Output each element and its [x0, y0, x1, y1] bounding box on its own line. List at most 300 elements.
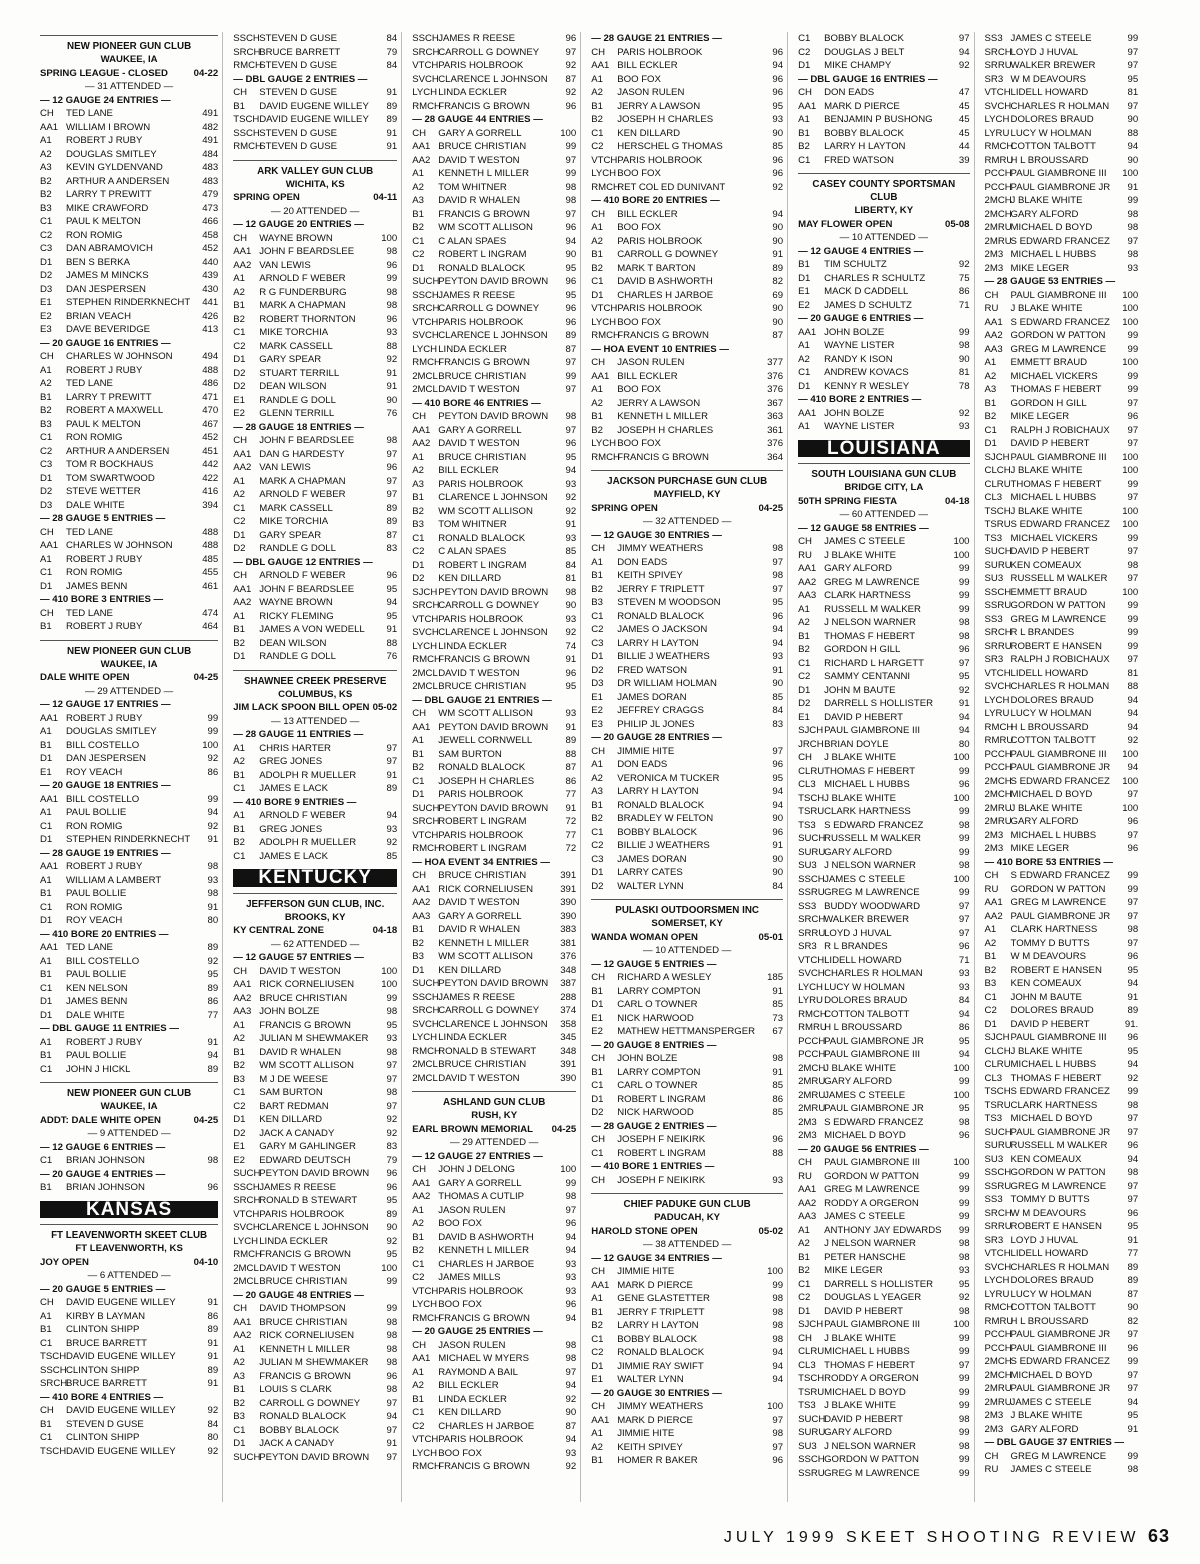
- result-row: [985, 923, 1139, 937]
- club-location: WAUKEE, IA: [100, 54, 158, 65]
- class-code: B3: [984, 978, 997, 989]
- gauge-header: — 20 GAUGE 8 ENTRIES —: [591, 1039, 717, 1051]
- score: 85: [772, 1107, 784, 1118]
- result-row: [412, 1190, 576, 1204]
- class-code: B2: [591, 813, 603, 824]
- score: 96: [958, 1130, 970, 1141]
- shooter-name: PAUL GIAMBRONE III: [824, 1319, 921, 1330]
- result-row: [412, 707, 576, 721]
- score: 92: [386, 354, 398, 365]
- shooter-name: DAVID THOMPSON: [259, 1303, 346, 1314]
- section-rule: [40, 35, 218, 36]
- result-row: [233, 1073, 397, 1087]
- class-code: CH: [233, 570, 248, 581]
- result-row: [798, 1440, 969, 1454]
- score: 90: [772, 678, 784, 689]
- class-code: 2MRU: [798, 1089, 826, 1101]
- result-row: [985, 1031, 1139, 1045]
- score: 84: [772, 880, 784, 892]
- score: 473: [202, 202, 219, 214]
- shooter-name: COTTON TALBOTT: [1010, 141, 1096, 152]
- class-code: B1: [412, 1393, 424, 1405]
- event-line: [233, 191, 397, 205]
- event-line: [412, 1123, 576, 1137]
- score: 440: [202, 256, 219, 268]
- shooter-name: ROBERT J RUBY: [66, 364, 143, 376]
- score: 94: [772, 1347, 784, 1358]
- class-code: SRCH: [984, 46, 1012, 58]
- score: 98: [772, 1293, 784, 1304]
- shooter-name: STEVE WETTER: [66, 486, 141, 497]
- shooter-name: DAVID R WHALEN: [438, 924, 521, 935]
- class-code: B2: [798, 141, 810, 152]
- class-code: C1: [798, 1278, 811, 1290]
- shooter-name: GARY A GORRELL: [438, 910, 522, 922]
- result-row: [412, 262, 576, 276]
- result-row: [985, 46, 1139, 60]
- class-code: CH: [40, 607, 54, 619]
- class-code: AA3: [412, 910, 431, 922]
- score: 91: [386, 1438, 398, 1449]
- class-code: D1: [798, 380, 811, 392]
- score: 91: [207, 1378, 219, 1389]
- score: 185: [767, 972, 784, 983]
- shooter-name: DARRELL S HOLLISTER: [824, 1278, 934, 1290]
- club-section: [40, 35, 218, 634]
- shooter-name: BOBBY BLALOCK: [824, 33, 904, 44]
- shooter-name: CARROLL G DOWNEY: [617, 249, 719, 260]
- score: 89: [207, 1364, 219, 1376]
- score: 92: [958, 1292, 970, 1303]
- score: 99: [386, 1303, 398, 1314]
- shooter-name: TED LANE: [66, 526, 113, 538]
- section-rule: [412, 1091, 576, 1092]
- score: 99: [207, 793, 219, 805]
- class-code: SRCH: [40, 1378, 68, 1389]
- class-code: B1: [233, 624, 245, 635]
- result-row: [233, 742, 397, 756]
- class-code: AA1: [233, 1316, 252, 1328]
- class-code: D2: [233, 1127, 246, 1139]
- class-code: C1: [40, 982, 53, 994]
- shooter-name: GORDON W PATTON: [1010, 330, 1106, 341]
- class-code: B1: [412, 208, 424, 220]
- score: 376: [767, 370, 784, 382]
- class-code: SVCH: [412, 330, 439, 341]
- shooter-name: MIKE LEGER: [1010, 843, 1070, 854]
- score: 97: [386, 1073, 398, 1085]
- result-row: [591, 1319, 783, 1333]
- class-code: 2M3: [798, 1116, 817, 1128]
- class-code: CH: [233, 965, 248, 977]
- event-date: 04-25: [758, 502, 784, 514]
- score: 98: [1127, 222, 1139, 233]
- shooter-name: THOMAS F HEBERT: [824, 1359, 916, 1371]
- result-row: [985, 815, 1139, 829]
- class-code: SSRU: [798, 1467, 825, 1479]
- class-code: SUCH: [233, 1451, 261, 1463]
- score: 96: [772, 87, 784, 98]
- shooter-name: JAMES C STEELE: [1010, 1464, 1092, 1475]
- result-row: [985, 586, 1139, 600]
- result-row: [40, 1009, 218, 1023]
- result-row: [798, 657, 969, 671]
- class-code: LYCH: [412, 1447, 438, 1459]
- score: 94: [1127, 141, 1139, 152]
- result-row: [798, 1021, 969, 1035]
- shooter-name: GORDON W PATTON: [824, 1170, 919, 1182]
- score: 94: [207, 807, 219, 818]
- class-code: SU3: [984, 573, 1004, 584]
- class-code: RMCH: [412, 654, 441, 665]
- continued-section: [233, 32, 397, 154]
- state-banner: KENTUCKY: [233, 869, 397, 887]
- score: 99: [958, 1467, 970, 1479]
- shooter-name: S EDWARD FRANCEZ: [824, 819, 924, 831]
- class-code: B1: [40, 1418, 52, 1430]
- class-code: AA1: [40, 861, 59, 872]
- event-date: 05-01: [758, 931, 784, 943]
- score: 90: [772, 303, 784, 314]
- result-row: [798, 846, 969, 860]
- result-row: [233, 569, 397, 583]
- result-row: [233, 1059, 397, 1073]
- shooter-name: STUART TERRILL: [259, 367, 340, 379]
- attendance: — 38 ATTENDED —: [642, 1239, 732, 1250]
- result-row: [40, 1036, 218, 1050]
- class-code: C1: [591, 276, 604, 287]
- score: 94: [565, 1245, 577, 1256]
- event-line: [233, 701, 397, 715]
- class-code: B1: [591, 1306, 603, 1318]
- score: 96: [386, 313, 398, 325]
- class-code: AA3: [233, 1006, 252, 1017]
- result-row: [40, 793, 218, 807]
- shooter-name: JIMMY WEATHERS: [617, 543, 704, 554]
- club-name: CHIEF PADUKE GUN CLUB: [623, 1199, 751, 1210]
- result-row: [233, 823, 397, 837]
- result-row: [591, 971, 783, 985]
- class-code: VTCH: [412, 60, 439, 71]
- score: 485: [202, 553, 219, 565]
- score: 93: [386, 327, 398, 338]
- class-code: LYCH: [984, 1275, 1010, 1286]
- score: 83: [386, 543, 398, 554]
- class-code: AA2: [412, 438, 431, 449]
- class-code: A1: [40, 874, 52, 886]
- shooter-name: BILL ECKLER: [617, 208, 678, 220]
- result-row: [40, 418, 218, 432]
- shooter-name: LUCY W HOLMAN: [1010, 708, 1092, 719]
- class-code: A2: [984, 370, 997, 382]
- result-row: [985, 316, 1139, 330]
- score: 471: [202, 391, 219, 403]
- score: 97: [1127, 438, 1139, 449]
- class-code: CLRU: [984, 1059, 1011, 1070]
- result-row: [798, 1386, 969, 1400]
- score: 99: [1127, 1450, 1139, 1462]
- score: 98: [958, 819, 970, 831]
- shooter-name: PAUL GIAMBRONE JR: [1010, 1126, 1111, 1138]
- score: 85: [772, 141, 784, 152]
- result-row: [985, 343, 1139, 357]
- club-name: SHAWNEE CREEK PRESERVE: [243, 675, 387, 687]
- score: 94: [772, 786, 784, 797]
- class-code: SJCH: [984, 451, 1010, 463]
- class-code: 2MCH: [984, 1369, 1012, 1381]
- shooter-name: PEYTON DAVID BROWN: [438, 411, 549, 422]
- result-row: [40, 766, 218, 780]
- shooter-name: FRANCIS G BROWN: [617, 330, 709, 341]
- class-code: AA1: [591, 1414, 610, 1426]
- class-code: B1: [591, 249, 603, 260]
- result-row: [591, 235, 783, 249]
- result-row: [985, 613, 1139, 627]
- shooter-name: KENNETH L MILLER: [617, 411, 709, 422]
- result-row: [591, 985, 783, 999]
- class-code: A3: [412, 478, 424, 490]
- score: 96: [386, 570, 398, 581]
- shooter-name: ADOLPH R MUELLER: [259, 769, 357, 781]
- shooter-name: MIKE LEGER: [824, 1265, 883, 1276]
- score: 45: [958, 127, 970, 139]
- result-row: [798, 1170, 969, 1184]
- shooter-name: CHARLES W JOHNSON: [66, 351, 173, 362]
- result-row: [591, 866, 783, 880]
- shooter-name: J BLAKE WHITE: [824, 1332, 897, 1344]
- shooter-name: ROBERT THORNTON: [259, 313, 356, 325]
- shooter-name: MICHAEL L HUBBS: [824, 1346, 910, 1357]
- result-row: [233, 232, 397, 246]
- result-row: [40, 121, 218, 135]
- score: 99: [958, 1197, 970, 1209]
- shooter-name: RONALD BLALOCK: [438, 262, 526, 274]
- score: 92: [386, 1235, 398, 1247]
- score: 94: [386, 597, 398, 608]
- result-row: [985, 194, 1139, 208]
- class-code: D1: [40, 256, 53, 268]
- shooter-name: FRED WATSON: [824, 154, 894, 166]
- score: 442: [202, 459, 219, 470]
- shooter-name: KEN NELSON: [66, 982, 128, 994]
- class-code: D1: [798, 272, 811, 284]
- result-row: [40, 901, 218, 915]
- state-banner: LOUISIANA: [798, 440, 969, 458]
- result-row: [40, 1181, 218, 1195]
- section-rule: [233, 893, 397, 894]
- result-row: [798, 1291, 969, 1305]
- shooter-name: RICK CORNELIUSEN: [259, 1330, 355, 1341]
- score: 92: [958, 259, 970, 270]
- class-code: AA1: [798, 100, 817, 112]
- result-row: [985, 1058, 1139, 1072]
- class-code: A2: [412, 465, 424, 476]
- result-row: [40, 404, 218, 418]
- class-code: TS3: [798, 819, 816, 831]
- score: 99: [1127, 195, 1139, 206]
- result-row: [412, 46, 576, 60]
- score: 95: [565, 289, 577, 301]
- shooter-name: GREG M LAWRENCE: [1010, 897, 1107, 908]
- class-code: TS3: [798, 1400, 816, 1411]
- score: 486: [202, 378, 219, 389]
- gauge-header: — 20 GAUGE 25 ENTRIES —: [412, 1326, 543, 1337]
- score: 98: [958, 860, 970, 871]
- section-rule: [591, 470, 783, 471]
- score: 98: [772, 1306, 784, 1318]
- result-row: [412, 1163, 576, 1177]
- score: 98: [565, 1353, 577, 1364]
- shooter-name: DAVID EUGENE WILLEY: [66, 1351, 176, 1362]
- result-row: [985, 1463, 1139, 1477]
- class-code: C2: [412, 249, 425, 260]
- event-line: [40, 1256, 218, 1270]
- shooter-name: PARIS HOLBROOK: [617, 46, 703, 58]
- result-row: [591, 289, 783, 303]
- result-row: [985, 1220, 1139, 1234]
- class-code: SSCH: [984, 1167, 1012, 1178]
- score: 92: [958, 407, 970, 419]
- shooter-name: JAMES MILLS: [438, 1272, 501, 1283]
- score: 90: [772, 127, 784, 139]
- result-row: [412, 478, 576, 492]
- class-code: 2MCH: [984, 208, 1012, 220]
- score: 100: [560, 127, 577, 139]
- shooter-name: ROBERT E HANSEN: [1010, 640, 1102, 652]
- shooter-name: CARROLL G DOWNEY: [438, 600, 540, 611]
- class-code: CH: [798, 1157, 812, 1168]
- class-code: TSCH: [798, 792, 825, 804]
- result-row: [40, 499, 218, 513]
- result-row: [591, 1265, 783, 1279]
- result-row: [985, 73, 1139, 87]
- shooter-name: BRUCE CHRISTIAN: [259, 992, 348, 1004]
- result-row: [798, 954, 969, 968]
- club-section: [233, 160, 397, 664]
- result-row: [233, 1100, 397, 1114]
- score: 100: [1122, 303, 1139, 314]
- shooter-name: ROBERT L INGRAM: [617, 1093, 706, 1105]
- score: 98: [1127, 924, 1139, 935]
- shooter-name: PARIS HOLBROOK: [617, 303, 703, 314]
- shooter-name: JASON RULEN: [438, 1339, 506, 1351]
- result-row: [233, 623, 397, 637]
- attendance: — 20 ATTENDED —: [271, 205, 360, 217]
- score: 98: [386, 1343, 398, 1355]
- score: 93: [958, 1265, 970, 1276]
- result-row: [40, 458, 218, 472]
- club-section: [798, 463, 969, 1480]
- gauge-header: — 28 GAUGE 44 ENTRIES —: [412, 114, 543, 125]
- result-row: [40, 806, 218, 820]
- result-row: [798, 616, 969, 630]
- shooter-name: JAMES R REESE: [438, 33, 515, 44]
- score: 100: [1122, 505, 1139, 517]
- shooter-name: CHARLES R HOLMAN: [1010, 681, 1110, 692]
- result-row: [798, 1075, 969, 1089]
- shooter-name: JAMES DORAN: [617, 853, 687, 865]
- result-row: [412, 545, 576, 559]
- score: 377: [767, 357, 784, 368]
- class-code: B3: [40, 418, 52, 430]
- result-row: [985, 964, 1139, 978]
- score: 99: [958, 833, 970, 844]
- class-code: AA1: [40, 942, 59, 953]
- score: 97: [386, 1424, 398, 1436]
- score: 97: [386, 756, 398, 767]
- shooter-name: LARRY COMPTON: [617, 985, 701, 997]
- result-row: [40, 1154, 218, 1168]
- result-row: [591, 100, 783, 114]
- class-code: E2: [233, 1154, 245, 1166]
- event-name: WANDA WOMAN OPEN: [591, 931, 698, 943]
- shooter-name: FRANCIS G BROWN: [438, 1461, 530, 1472]
- shooter-name: WALTER LYNN: [617, 880, 684, 892]
- result-row: [40, 887, 218, 901]
- result-row: [798, 1372, 969, 1386]
- score: 97: [1127, 937, 1139, 949]
- club-section: [591, 899, 783, 1187]
- event-name: JIM LACK SPOON BILL OPEN: [233, 702, 370, 713]
- class-code: VTCH: [412, 1285, 439, 1297]
- class-code: RMCH: [412, 100, 441, 112]
- score: 413: [202, 324, 219, 335]
- class-code: D1: [40, 834, 53, 845]
- gauge-header: — 28 GAUGE 18 ENTRIES —: [233, 421, 364, 433]
- shooter-name: THOMAS F HEBERT: [824, 765, 916, 777]
- score: 97: [1127, 789, 1139, 800]
- result-row: [798, 1399, 969, 1413]
- shooter-name: ROBERT E HANSEN: [1010, 964, 1102, 976]
- class-code: SUCH: [984, 1126, 1012, 1138]
- score: 92: [207, 1445, 219, 1457]
- result-row: [233, 1302, 397, 1316]
- score: 82: [1127, 1315, 1139, 1327]
- class-code: B2: [233, 637, 245, 649]
- shooter-name: RICK CORNELIUSEN: [438, 883, 534, 895]
- shooter-name: TIM SCHULTZ: [824, 259, 887, 270]
- score: 96: [386, 1168, 398, 1179]
- shooter-name: JAMES E LACK: [259, 783, 328, 794]
- score: 100: [953, 873, 970, 885]
- event-line: [591, 502, 783, 516]
- gauge-header: — HOA EVENT 34 ENTRIES —: [412, 856, 550, 868]
- score: 79: [386, 46, 398, 58]
- class-code: CH: [984, 870, 999, 881]
- result-row: [985, 599, 1139, 613]
- shooter-name: PARIS HOLBROOK: [438, 613, 524, 625]
- result-row: [798, 751, 969, 765]
- result-row: [798, 113, 969, 127]
- class-code: SRRU: [984, 60, 1012, 71]
- gauge-header: — DBL GAUGE 21 ENTRIES —: [412, 694, 552, 706]
- results-page: [40, 32, 1175, 1502]
- class-code: SRCH: [984, 627, 1012, 638]
- shooter-name: KEITH SPIVEY: [617, 570, 683, 581]
- score: 94: [772, 1374, 784, 1385]
- shooter-name: ROY VEACH: [66, 915, 123, 926]
- score: 84: [386, 33, 398, 44]
- score: 100: [953, 1089, 970, 1101]
- score: 76: [386, 408, 398, 419]
- result-row: [412, 167, 576, 181]
- result-row: [233, 850, 397, 864]
- gauge-header: — 12 GAUGE 34 ENTRIES —: [591, 1252, 722, 1264]
- gauge-header: — 20 GAUGE 28 ENTRIES —: [591, 732, 722, 743]
- result-row: [985, 356, 1139, 370]
- shooter-name: DOUGLAS L YEAGER: [824, 1292, 922, 1303]
- result-row: [591, 758, 783, 772]
